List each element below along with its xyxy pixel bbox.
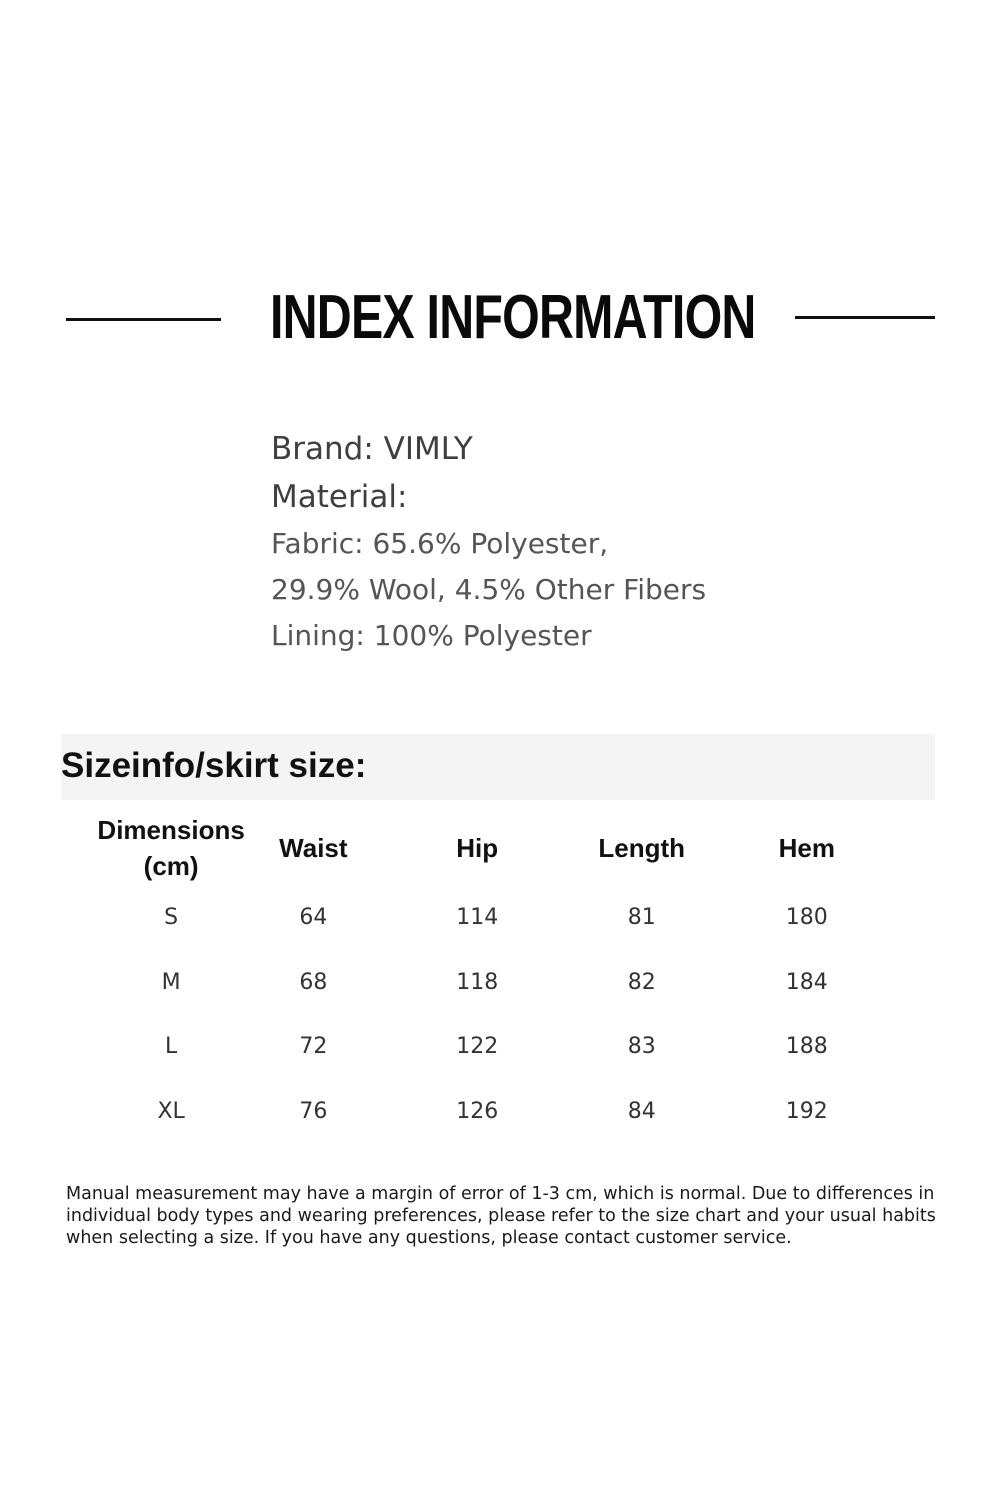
- waist-cell: 64: [299, 904, 328, 930]
- length-cell: 82: [627, 969, 656, 995]
- size-cell: XL: [157, 1098, 185, 1124]
- column-header-dimensions: [80, 812, 262, 884]
- waist-cell: 76: [299, 1098, 328, 1124]
- fabric-line-1: Fabric: 65.6% Polyester,: [271, 527, 609, 560]
- size-cell: S: [164, 904, 179, 930]
- title-divider-right: [795, 316, 935, 319]
- table-row: [80, 1015, 920, 1080]
- column-header-hip: Hip: [456, 833, 499, 863]
- length-cell: 83: [627, 1034, 656, 1060]
- table-row: [80, 1079, 920, 1144]
- hem-cell: 192: [785, 1098, 828, 1124]
- material-label: Material:: [271, 479, 408, 515]
- length-cell: 81: [627, 904, 656, 930]
- hip-cell: 118: [456, 969, 499, 995]
- waist-cell: 68: [299, 969, 328, 995]
- size-chart-header-row: [80, 812, 920, 884]
- hip-cell: 114: [456, 904, 499, 930]
- table-row: [80, 884, 920, 950]
- size-cell: L: [164, 1034, 178, 1060]
- hem-cell: 188: [785, 1034, 828, 1060]
- fabric-line-2: 29.9% Wool, 4.5% Other Fibers: [271, 573, 707, 606]
- lining-text: Lining: 100% Polyester: [271, 619, 592, 652]
- waist-cell: 72: [299, 1034, 328, 1060]
- hem-cell: 180: [785, 904, 828, 930]
- measurement-disclaimer: Manual measurement may have a margin of error of 1-3 cm, which is normal. Due to differences in individual body types and wearing preferences, please refer to the size chart and your usual habits when selecting a size. If you have any questions, please contact customer service.: [66, 1184, 936, 1248]
- column-header-unit: (cm): [143, 851, 199, 881]
- size-chart-table: [80, 812, 920, 1144]
- hip-cell: 122: [456, 1034, 499, 1060]
- table-row: [80, 950, 920, 1015]
- title-divider-left: [66, 318, 221, 321]
- brand-text: Brand: VIMLY: [271, 431, 473, 467]
- column-header-hem: Hem: [778, 833, 835, 863]
- size-section-heading: Sizeinfo/skirt size:: [61, 746, 367, 785]
- product-info: [271, 425, 831, 659]
- length-cell: 84: [627, 1098, 656, 1124]
- column-header-length: Length: [598, 833, 686, 863]
- hem-cell: 184: [785, 969, 828, 995]
- hip-cell: 126: [456, 1098, 499, 1124]
- column-header-waist: Waist: [279, 833, 348, 863]
- page-title: INDEX INFORMATION: [270, 283, 756, 352]
- size-cell: M: [161, 969, 181, 995]
- column-header-dimensions-label: Dimensions: [97, 815, 245, 845]
